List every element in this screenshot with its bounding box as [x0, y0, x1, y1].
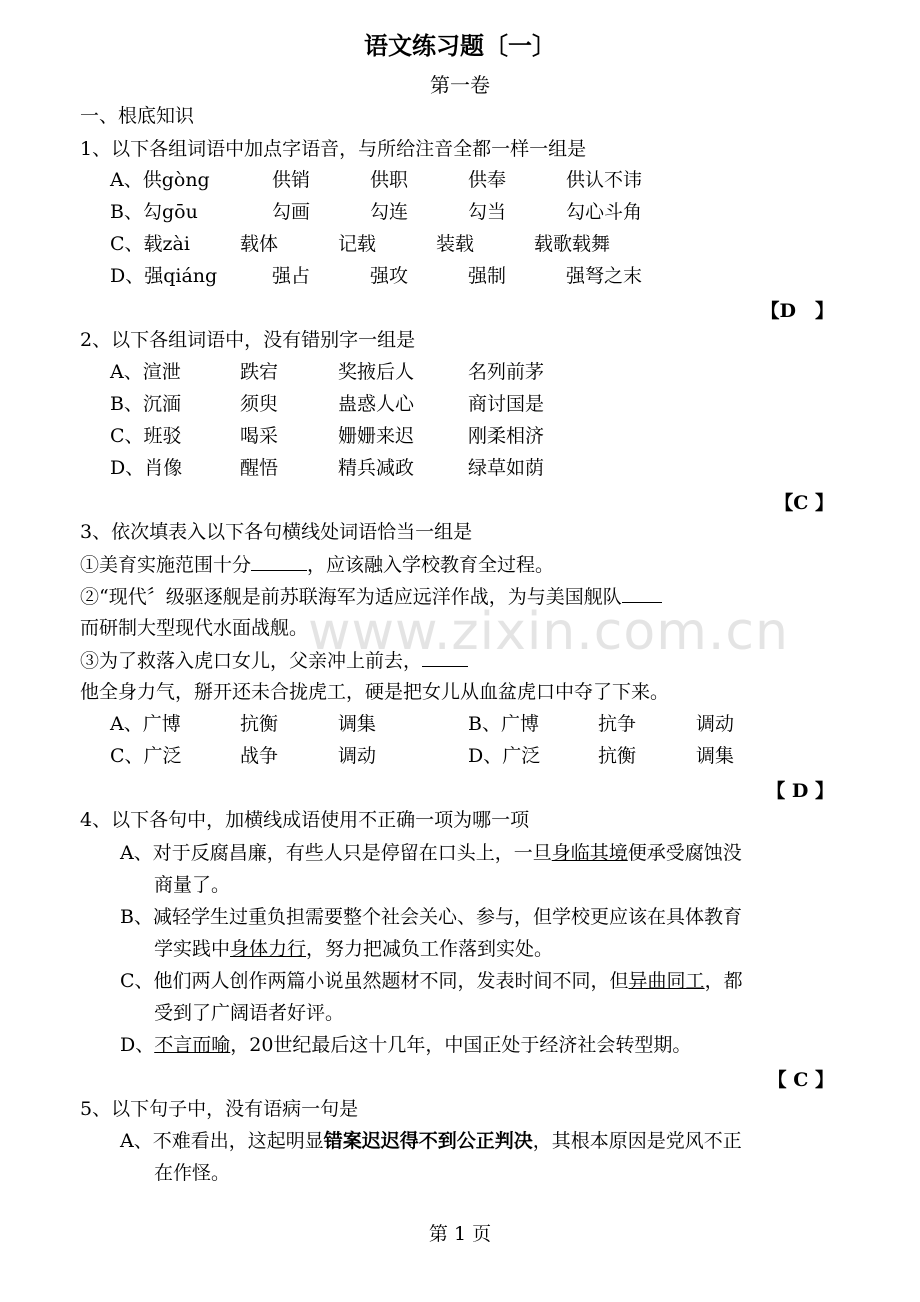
- q4-option-b: B、减轻学生过重负担需要整个社会关心、参与，但学校更应该在具体教育: [120, 906, 742, 928]
- q1-answer: 【D 】: [760, 300, 834, 322]
- q2-option-a: A、渲泄 跌宕 奖掖后人 名列前茅: [110, 361, 545, 383]
- underlined-idiom: 异曲同工: [628, 970, 705, 992]
- page-title: 语文练习题〔一〕: [364, 32, 556, 60]
- q4-option-c-cont: 受到了广阔语者好评。: [154, 1002, 345, 1024]
- section-heading: 一、根底知识: [80, 105, 195, 127]
- underlined-idiom: 身临其境: [551, 842, 628, 864]
- q3-sentence-3: ③为了救落入虎口女儿，父亲冲上前去，: [80, 648, 468, 673]
- q5-option-a: A、不难看出，这起明显错案迟迟得不到公正判决，其根本原因是党风不正: [120, 1130, 742, 1152]
- q4-option-c: C、他们两人创作两篇小说虽然题材不同，发表时间不同，但异曲同工，都: [120, 970, 743, 992]
- q4-answer: 【 C 】: [767, 1069, 834, 1091]
- q2-answer: 【C 】: [774, 492, 834, 514]
- q2-option-b: B、沉湎 须臾 蛊惑人心 商讨国是: [110, 393, 545, 415]
- q3-sentence-1: ①美育实施范围十分 ，应该融入学校教育全过程。: [80, 554, 555, 576]
- underlined-idiom: 不言而喻: [154, 1034, 231, 1056]
- underlined-idiom: 身体力行: [230, 938, 307, 960]
- q3-answer: 【 D 】: [766, 780, 834, 802]
- blank-2: [622, 584, 662, 603]
- q5-option-a-cont: 在作怪。: [154, 1162, 231, 1184]
- q1-option-b: B、勾gōu 勾画 勾连 勾当 勾心斗角: [110, 201, 643, 223]
- q1-stem: 1、以下各组词语中加点字语音，与所给注音全都一样一组是: [80, 138, 587, 160]
- q4-option-b-cont: 学实践中身体力行，努力把减负工作落到实处。: [154, 938, 554, 960]
- q4-option-d: D、不言而喻，20世纪最后这十几年，中国正处于经济社会转型期。: [120, 1034, 692, 1056]
- q1-option-d: D、强qiáng 强占 强攻 强制 强弩之末: [110, 265, 643, 287]
- blank-1: [251, 552, 307, 571]
- bold-phrase: 错案迟迟得不到公正判决: [323, 1130, 533, 1152]
- q3-sentence-2-cont: 而研制大型现代水面战舰。: [80, 617, 309, 639]
- q4-option-a-cont: 商量了。: [154, 874, 231, 896]
- q2-option-c: C、班驳 喝采 姗姗来迟 刚柔相济: [110, 425, 545, 447]
- q1-option-a: A、供gòng 供销 供职 供奉 供认不讳: [110, 169, 643, 191]
- q2-option-d: D、肖像 醒悟 精兵减政 绿草如荫: [110, 457, 545, 479]
- q3-options-cd: C、广泛 战争 调动 D、广泛 抗衡 调集: [110, 745, 735, 767]
- q3-options-ab: A、广博 抗衡 调集 B、广博 抗争 调动: [110, 713, 735, 735]
- q3-sentence-2: ②“现代〞级驱逐舰是前苏联海军为适应远洋作战，为与美国舰队: [80, 584, 662, 609]
- q4-stem: 4、以下各句中，加横线成语使用不正确一项为哪一项: [80, 809, 530, 831]
- q4-option-a: A、对于反腐昌廉，有些人只是停留在口头上，一旦身临其境便承受腐蚀没: [120, 842, 742, 864]
- q5-stem: 5、以下句子中，没有语病一句是: [80, 1098, 359, 1120]
- q3-sentence-3-cont: 他全身力气，掰开还未合拢虎工，硬是把女儿从血盆虎口中夺了下来。: [80, 681, 670, 703]
- page-number: 第 1 页: [428, 1223, 492, 1245]
- q1-option-c: C、载zài 载体 记载 装载 载歌载舞: [110, 233, 611, 255]
- blank-3: [422, 648, 468, 667]
- watermark: www.zixin.com.cn: [308, 602, 789, 662]
- q2-stem: 2、以下各组词语中，没有错别字一组是: [80, 329, 416, 351]
- q3-stem: 3、依次填表入以下各句横线处词语恰当一组是: [80, 521, 473, 543]
- page-subtitle: 第一卷: [430, 73, 490, 97]
